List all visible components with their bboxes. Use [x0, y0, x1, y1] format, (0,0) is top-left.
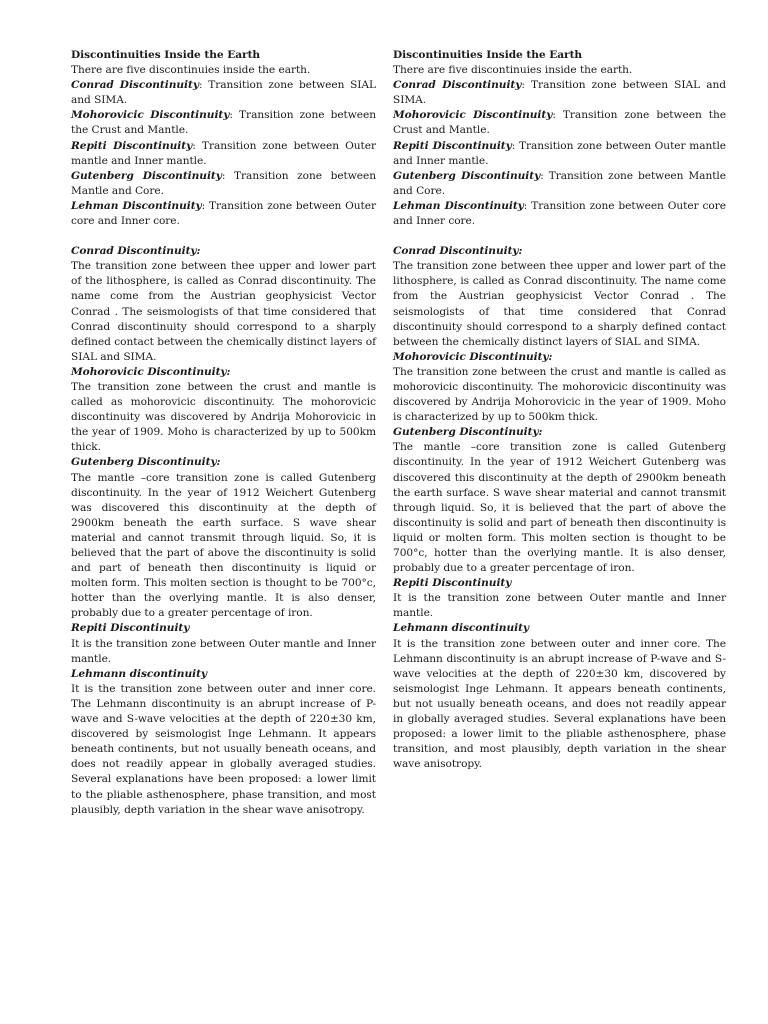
right-heading: Discontinuities Inside the Earth: [393, 49, 583, 61]
right-section-body-conrad: The transition zone between thee upper and lower part of the lithosphere, is called as Conrad discontinuity. The name come from the Austrian geophysicist Vector Conrad . The seismologists of that time considered that Conrad discontinuity should correspond to a sharply defined contact between the chemically distinct layers of SIAL and SIMA.: [393, 260, 726, 348]
left-section-body-repiti: It is the transition zone between Outer mantle and Inner mantle.: [71, 637, 376, 665]
right-spacer: [393, 229, 726, 244]
right-list-item-lehman: [393, 199, 726, 229]
right-section-title-conrad: Conrad Discontinuity:: [393, 245, 523, 258]
left-term-gutenberg: Gutenberg Discontinuity: [71, 169, 222, 182]
left-term-repiti: Repiti Discontinuity: [71, 139, 193, 152]
left-section-title-gutenberg: Gutenberg Discontinuity:: [71, 456, 221, 469]
left-intro: There are five discontinuies inside the earth.: [71, 64, 311, 77]
right-desc-conrad: : Transition zone between SIAL and SIMA.: [393, 79, 727, 107]
right-column: [393, 48, 726, 772]
right-term-moho: Mohorovicic Discontinuity: [393, 109, 553, 122]
right-section-title-gutenberg: Gutenberg Discontinuity:: [393, 426, 543, 439]
left-list-item-lehman: [71, 199, 376, 229]
right-section-title-moho: Mohorovicic Discontinuity:: [393, 350, 553, 363]
right-term-conrad: Conrad Discontinuity: [393, 79, 522, 92]
left-section-body-moho: The transition zone between the crust and mantle is called as mohorovicic discontinuity. The mohorovicic discontinuity was discovered by Andrija Mohorovicic in the year of 1909. Moho is characterized by up to 500km thick.: [71, 380, 376, 454]
right-desc-lehman: : Transition zone between Outer core and Inner core.: [393, 199, 726, 228]
right-section-body-lehmann: It is the transition zone between outer and inner core. The Lehmann discontinuity is an abrupt increase of P-wave and S-wave velocities at the depth of 220±30 km, discovered by seismologist Inge Lehmann. It appears beneath continents, but not usually beneath oceans, and does not readily appear in globally averaged studies. Several explanations have been proposed: a lower limit to the pliable asthenosphere, phase transition, and most plausibly, depth variation in the shear wave anisotropy.: [393, 637, 726, 771]
right-list-item-repiti: [393, 139, 726, 169]
left-section-title-moho: Mohorovicic Discontinuity:: [71, 365, 231, 378]
left-desc-lehman: : Transition zone between Outer core and Inner core.: [71, 199, 376, 228]
right-section-body-repiti: It is the transition zone between Outer mantle and Inner mantle.: [393, 592, 726, 620]
right-list-item-gutenberg: [393, 169, 726, 199]
left-list-item-gutenberg: [71, 169, 376, 199]
right-term-repiti: Repiti Discontinuity: [393, 139, 512, 152]
right-term-lehman: Lehman Discontinuity: [393, 199, 524, 212]
left-list-item-repiti: [71, 139, 376, 169]
right-section-body-moho: The transition zone between the crust and mantle is called as mohorovicic discontinuity. The mohorovicic discontinuity was discovered by Andrija Mohorovicic in the year of 1909. Moho is characterized by up to 500km thick.: [393, 365, 726, 424]
right-section-title-repiti: Repiti Discontinuity: [393, 577, 512, 590]
left-section-body-lehmann: It is the transition zone between outer and inner core. The Lehmann discontinuity is an abrupt increase of P-wave and S-wave velocities at the depth of 220±30 km, discovered by seismologist Inge Lehmann. It appears beneath continents, but not usually beneath oceans, and does not readily appear in globally averaged studies. Several explanations have been proposed: a lower limit to the pliable asthenosphere, phase transition, and most plausibly, depth variation in the shear wave anisotropy.: [71, 682, 376, 816]
left-section-title-repiti: Repiti Discontinuity: [71, 622, 190, 635]
left-section-body-conrad: The transition zone between thee upper and lower part of the lithosphere, is called as Conrad discontinuity. The name come from the Austrian geophysicist Vector Conrad . The seismologists of that time considered that Conrad discontinuity should correspond to a sharply defined contact between the chemically distinct layers of SIAL and SIMA.: [71, 260, 376, 363]
right-desc-gutenberg: : Transition zone between Mantle and Core.: [393, 169, 726, 197]
left-term-moho: Mohorovicic Discontinuity: [71, 109, 230, 122]
left-heading: Discontinuities Inside the Earth: [71, 49, 261, 61]
left-spacer: [71, 229, 376, 244]
right-list-item-moho: [393, 108, 726, 138]
left-list-item-conrad: [71, 78, 376, 108]
right-section-title-lehmann: Lehmann discontinuity: [393, 622, 530, 635]
left-section-title-conrad: Conrad Discontinuity:: [71, 245, 201, 258]
left-column: [71, 48, 376, 818]
left-desc-repiti: : Transition zone between Outer mantle and Inner mantle.: [71, 139, 376, 167]
left-section-title-lehmann: Lehmann discontinuity: [71, 667, 208, 680]
right-intro: There are five discontinuies inside the earth.: [393, 64, 633, 77]
right-section-body-gutenberg: The mantle –core transition zone is called Gutenberg discontinuity. In the year of 1912 Weichert Gutenberg was discovered this discontinuity at the depth of 2900km beneath the earth surface. S wave shear material and cannot transmit through liquid. So, it is believed that the part of above the discontinuity is solid and part of beneath then discontinuity is liquid or molten form. This molten section is thought to be 700°c, hotter than the overlying mantle. It is also denser, probably due to a greater percentage of iron.: [393, 441, 726, 575]
left-term-lehman: Lehman Discontinuity: [71, 199, 202, 212]
right-desc-repiti: : Transition zone between Outer mantle and Inner mantle.: [393, 139, 727, 167]
right-desc-moho: : Transition zone between the Crust and Mantle.: [393, 109, 727, 137]
left-list-item-moho: [71, 108, 376, 138]
right-list-item-conrad: [393, 78, 726, 108]
left-term-conrad: Conrad Discontinuity: [71, 79, 199, 92]
right-term-gutenberg: Gutenberg Discontinuity: [393, 169, 541, 182]
left-desc-gutenberg: : Transition zone between Mantle and Core.: [71, 169, 376, 197]
left-desc-conrad: : Transition zone between SIAL and SIMA.: [71, 79, 376, 107]
left-desc-moho: : Transition zone between the Crust and Mantle.: [71, 109, 376, 137]
left-section-body-gutenberg: The mantle –core transition zone is called Gutenberg discontinuity. In the year of 1912 Weichert Gutenberg was discovered this discontinuity at the depth of 2900km beneath the earth surface. S wave shear material and cannot transmit through liquid. So, it is believed that the part of above the discontinuity is solid and part of beneath then discontinuity is liquid or molten form. This molten section is thought to be 700°c, hotter than the overlying mantle. It is also denser, probably due to a greater percentage of iron.: [71, 471, 376, 620]
